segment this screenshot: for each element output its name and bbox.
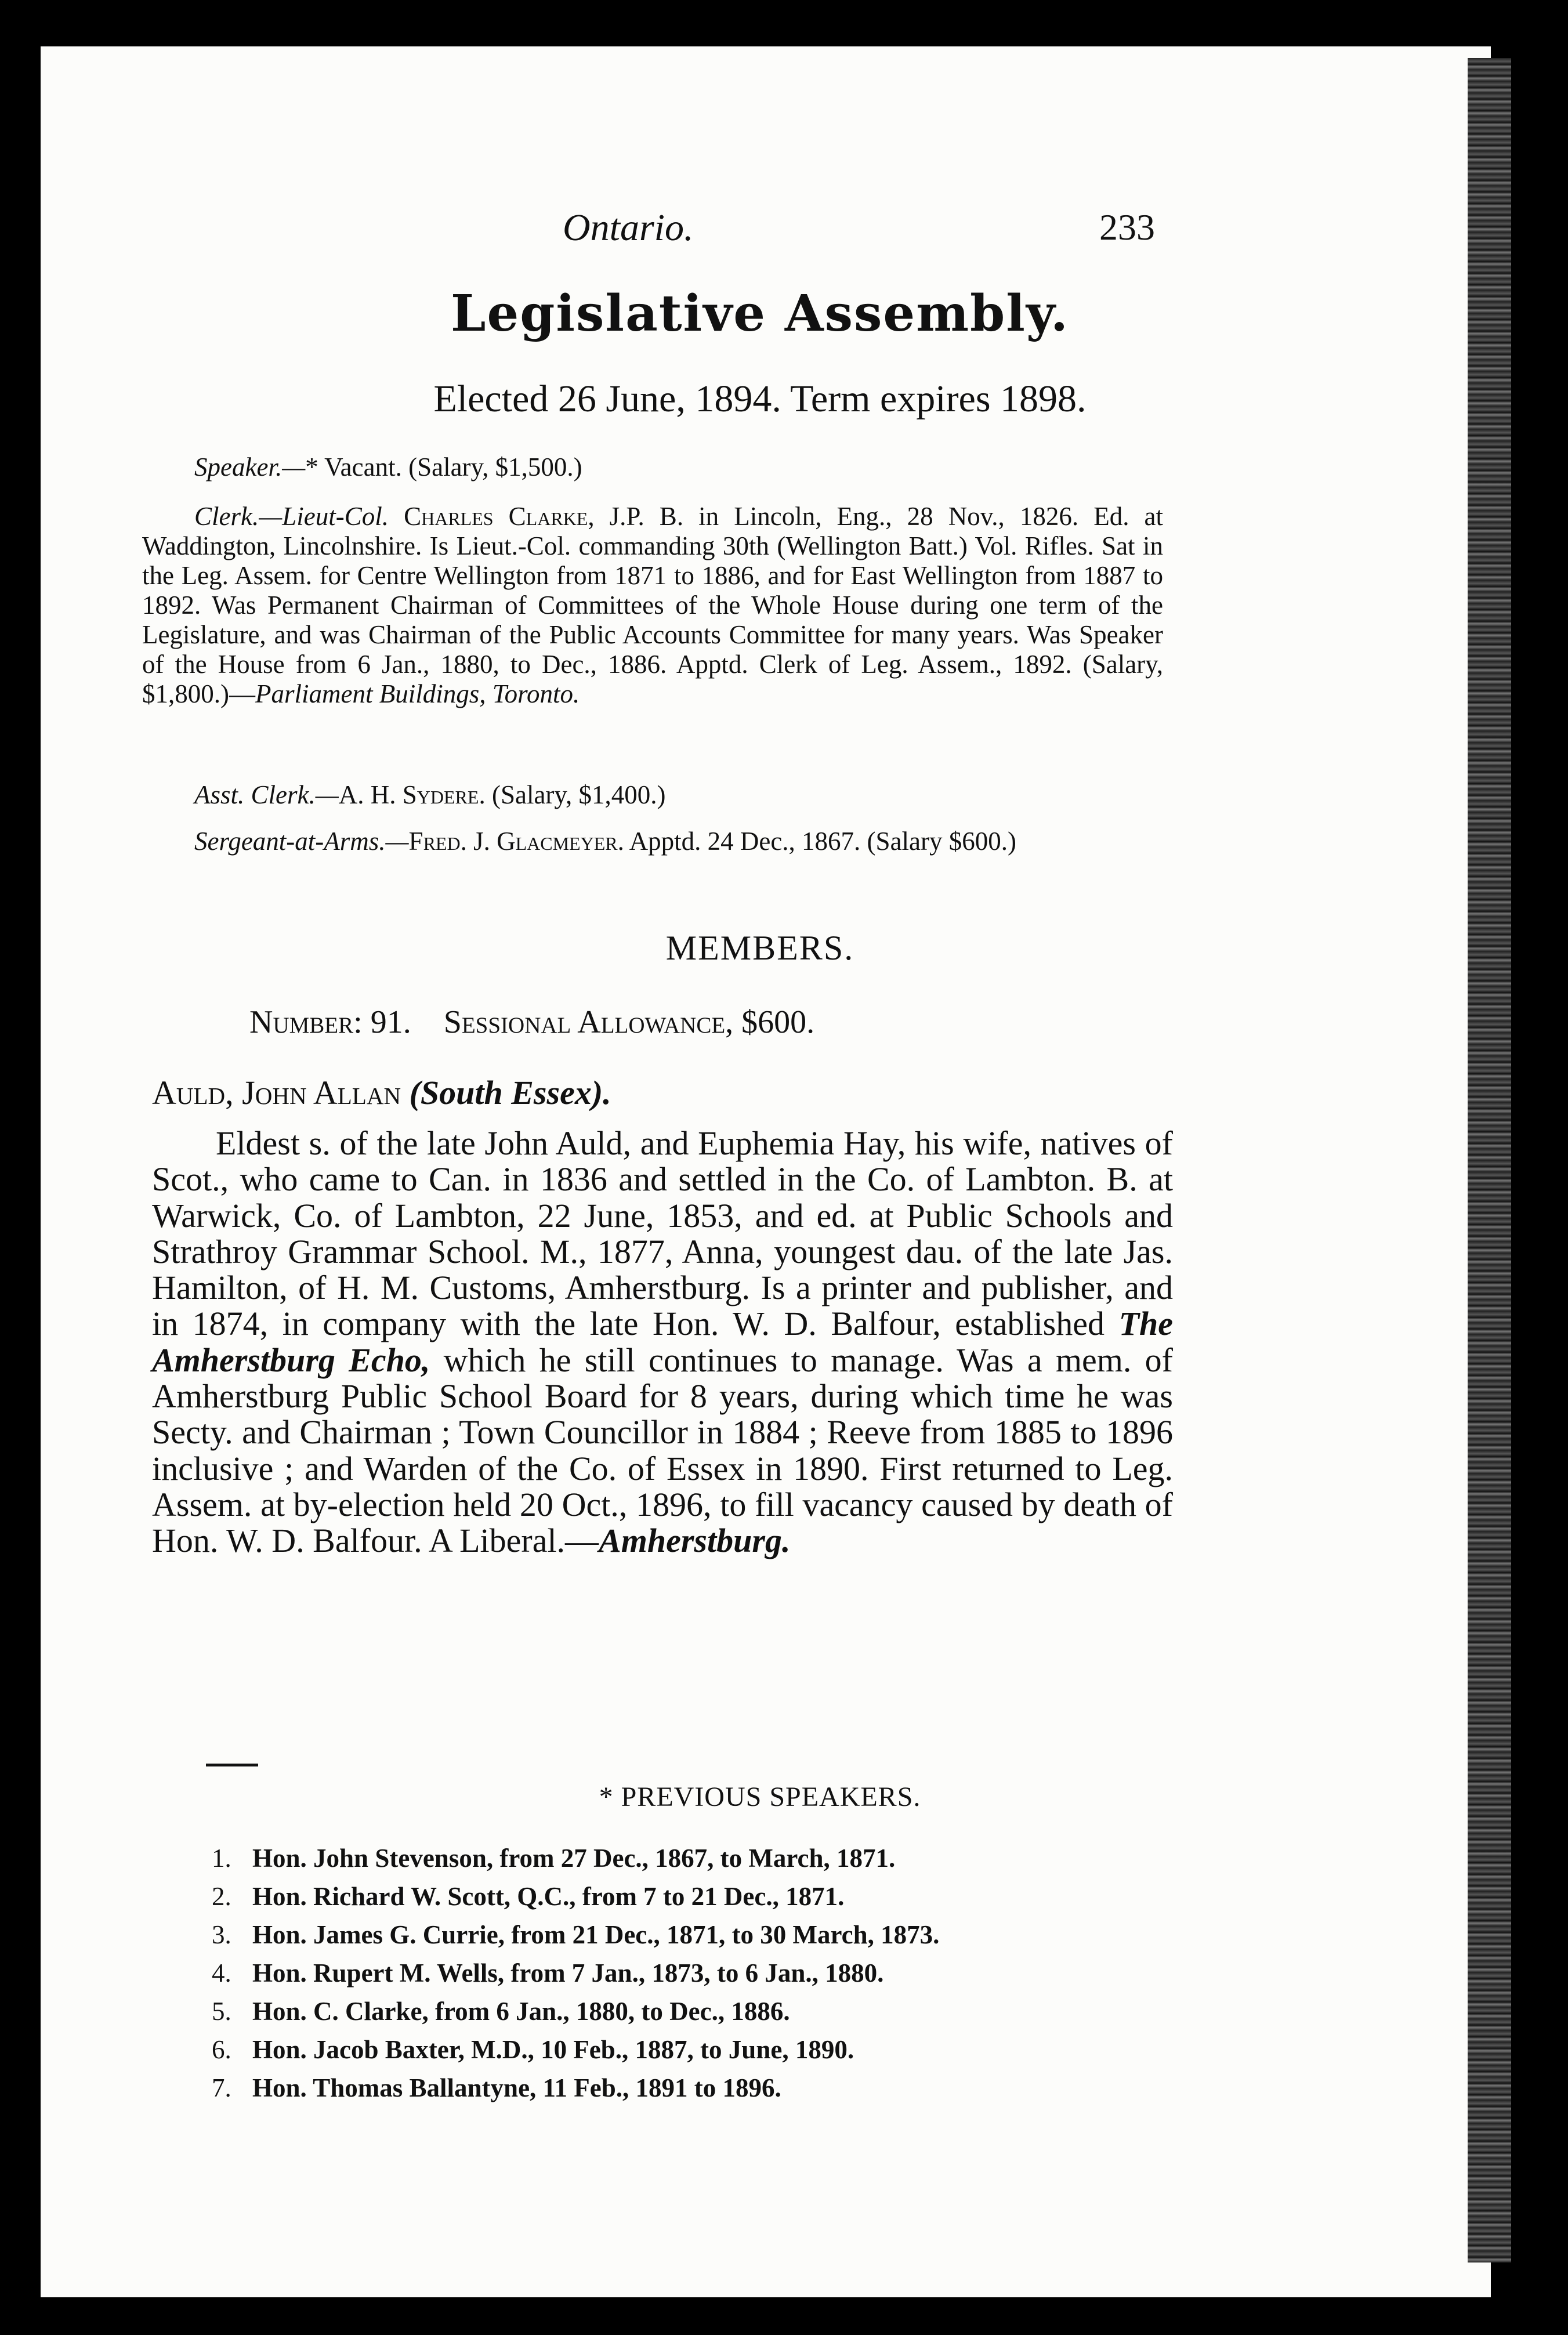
sergeant-text: Apptd. 24 Dec., 1867. (Salary $600.) [624, 827, 1016, 856]
speaker-text: * Vacant. (Salary, $1,500.) [305, 452, 582, 482]
footnote-divider [206, 1764, 258, 1766]
item-number: 7. [212, 2073, 231, 2102]
speaker-entry [194, 452, 1180, 482]
number-label: Number [249, 1004, 354, 1040]
item-number: 1. [212, 1844, 231, 1873]
item-text: Hon. Rupert M. Wells, from 7 Jan., 1873, to 6 Jan., 1880. [252, 1958, 884, 1988]
members-number-line [249, 1004, 814, 1041]
member-biography [152, 1125, 1173, 1559]
page-number: 233 [1099, 207, 1155, 248]
list-item [212, 1992, 1198, 2030]
item-text: Hon. Richard W. Scott, Q.C., from 7 to 21 Dec., 1871. [252, 1882, 845, 1911]
clerk-text: , J.P. B. in Lincoln, Eng., 28 Nov., 1826. Ed. at Waddington, Lincolnshire. Is Lieut.-Col. commanding 30th (Wellington Batt.) Vol. Rifles. Sat in the Leg. Assem. for Centre Wellington from 1871 to 1886, and for East Wellington from 1887 to 1892. Was Permanent Chairman of Committees of the Whole House during one term of the Legislature, and was Chairman of the Public Accounts Committee for many years. Was Speaker of the House from 6 Jan., 1880, to Dec., 1886. Apptd. Clerk of Leg. Assem., 1892. (Salary, $1,800.)— [142, 502, 1164, 708]
member-constituency: (South Essex). [409, 1074, 611, 1112]
item-text: Hon. James G. Currie, from 21 Dec., 1871, to 30 March, 1873. [252, 1920, 940, 1949]
item-text: Hon. Thomas Ballantyne, 11 Feb., 1891 to 1896. [252, 2073, 781, 2102]
sergeant-entry [142, 827, 1163, 856]
item-number: 4. [212, 1958, 231, 1988]
clerk-address: Parliament Buildings, Toronto. [255, 679, 580, 708]
item-number: 5. [212, 1997, 231, 2026]
item-text: Hon. C. Clarke, from 6 Jan., 1880, to Dec., 1886. [252, 1997, 790, 2026]
item-number: 2. [212, 1882, 231, 1911]
asst-clerk-entry [194, 780, 1180, 810]
bio-part-1: Eldest s. of the late John Auld, and Euphemia Hay, his wife, natives of Scot., who came to Can. in 1836 and settled in the Co. of Lambton. B. at Warwick, Co. of Lambton, 22 June, 1853, and ed. at Public Schools and Strathroy Grammar School. M., 1877, Anna, youngest dau. of the late Jas. Hamilton, of H. M. Customs, Amherstburg. Is a printer and publisher, and in 1874, in company with the late Hon. W. D. Balfour, established [152, 1124, 1173, 1343]
item-number: 6. [212, 2035, 231, 2064]
sergeant-name: Fred. J. Glacmeyer. [408, 827, 624, 856]
item-text: Hon. Jacob Baxter, M.D., 10 Feb., 1887, to June, 1890. [252, 2035, 854, 2064]
previous-speakers-list [212, 1839, 1198, 2107]
clerk-entry [142, 502, 1163, 709]
section-title: Legislative Assembly. [451, 284, 1069, 343]
list-item [212, 2030, 1198, 2069]
asst-clerk-name: A. H. Sydere. [338, 780, 486, 809]
list-item [212, 1916, 1198, 1954]
item-text: Hon. John Stevenson, from 27 Dec., 1867, to March, 1871. [252, 1844, 896, 1873]
clerk-role: Clerk.—Lieut-Col. [194, 502, 389, 531]
allowance-label: Sessional Allowance [443, 1004, 726, 1040]
asst-clerk-text: (Salary, $1,400.) [485, 780, 666, 809]
sergeant-role: Sergeant-at-Arms.— [194, 827, 409, 856]
member-given-names: , John Allan [225, 1074, 410, 1112]
member-surname: Auld [152, 1074, 226, 1112]
speaker-role: Speaker.— [194, 452, 306, 482]
page-edge-strip [1468, 58, 1511, 2262]
list-item [212, 1954, 1198, 1992]
bio-part-2: which he still continues to manage. Was a mem. of Amherstburg Public School Board for 8 years, during which time he was Secty. and Chairman ; Town Councillor in 1884 ; Reeve from 1885 to 1896 inclusive ; and Warden of the Co. of Essex in 1890. First returned to Leg. Assem. at by-election held 20 Oct., 1896, to fill vacancy caused by death of Hon. W. D. Balfour. A Liberal.— [152, 1341, 1173, 1560]
list-item [212, 2069, 1198, 2107]
members-heading: MEMBERS. [665, 929, 854, 967]
list-item [212, 1877, 1198, 1916]
allowance-value: , $600. [725, 1004, 815, 1040]
newspaper-title: The Amherstburg Echo, [152, 1305, 1173, 1379]
asst-clerk-role: Asst. Clerk.— [194, 780, 339, 809]
running-head: Ontario. [563, 207, 694, 249]
member-heading [152, 1073, 611, 1112]
clerk-name: Charles Clarke [404, 502, 588, 531]
member-town: Amherstburg. [599, 1522, 791, 1560]
number-value: : 91. [353, 1004, 411, 1040]
item-number: 3. [212, 1920, 231, 1949]
previous-speakers-heading: * PREVIOUS SPEAKERS. [599, 1782, 921, 1812]
list-item [212, 1839, 1198, 1877]
election-line: Elected 26 June, 1894. Term expires 1898. [433, 378, 1087, 420]
